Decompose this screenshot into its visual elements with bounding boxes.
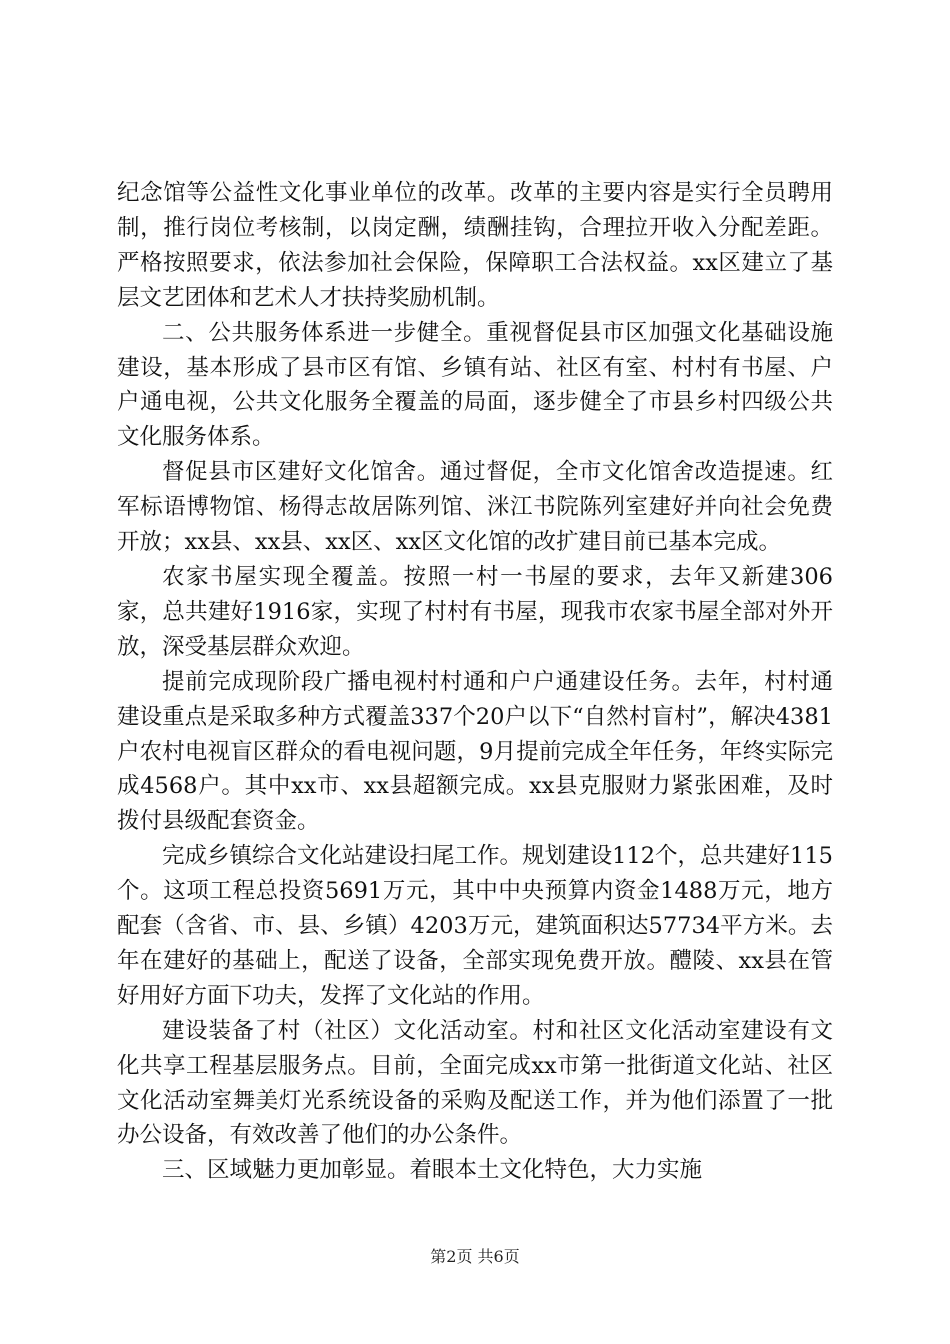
paragraph-activity-rooms: 建设装备了村（社区）文化活动室。村和社区文化活动室建设有文化共享工程基层服务点。目前，全面完成xx市第一批街道文化站、社区文化活动室舞美灯光系统设备的采购及配送工作，并为他们添置了一批办公设备，有效改善了他们的办公条件。: [117, 1017, 833, 1149]
page-footer: 第2页 共6页: [430, 1247, 520, 1266]
paragraph-farm-libraries: 农家书屋实现全覆盖。按照一村一书屋的要求，去年又新建306家，总共建好1916家，实现了村村有书屋，现我市农家书屋全部对外开放，深受基层群众欢迎。: [117, 563, 833, 660]
paragraph-cultural-centers: 督促县市区建好文化馆舍。通过督促，全市文化馆舍改造提速。红军标语博物馆、杨得志故居陈列馆、洣江书院陈列室建好并向社会免费开放；xx县、xx县、xx区、xx区文化馆的改扩建目前已基本完成。: [117, 459, 833, 556]
paragraph-regional-charm-heading: 三、区域魅力更加彰显。着眼本土文化特色，大力实施: [162, 1157, 703, 1184]
paragraph-township-stations: 完成乡镇综合文化站建设扫尾工作。规划建设112个，总共建好115个。这项工程总投资5691万元，其中中央预算内资金1488万元，地方配套（含省、市、县、乡镇）4203万元，建筑面积达57734平方米。去年在建好的基础上，配送了设备，全部实现免费开放。醴陵、xx县在管好用好方面下功夫，发挥了文化站的作用。: [117, 843, 833, 1009]
paragraph-continuation: 纪念馆等公益性文化事业单位的改革。改革的主要内容是实行全员聘用制，推行岗位考核制，以岗定酬，绩酬挂钩，合理拉开收入分配差距。严格按照要求，依法参加社会保险，保障职工合法权益。xx区建立了基层文艺团体和艺术人才扶持奖励机制。: [117, 180, 833, 311]
paragraph-public-service-heading: 二、公共服务体系进一步健全。重视督促县市区加强文化基础设施建设，基本形成了县市区有馆、乡镇有站、社区有室、村村有书屋、户户通电视，公共文化服务全覆盖的局面，逐步健全了市县乡村四级公共文化服务体系。: [117, 319, 833, 451]
document-body: [117, 176, 833, 1188]
paragraph-broadcast-tv: 提前完成现阶段广播电视村村通和户户通建设任务。去年，村村通建设重点是采取多种方式覆盖337个20户以下“自然村盲村”，解决4381户农村电视盲区群众的看电视问题，9月提前完成全年任务，年终实际完成4568户。其中xx市、xx县超额完成。xx县克服财力紧张困难，及时拨付县级配套资金。: [117, 668, 833, 835]
